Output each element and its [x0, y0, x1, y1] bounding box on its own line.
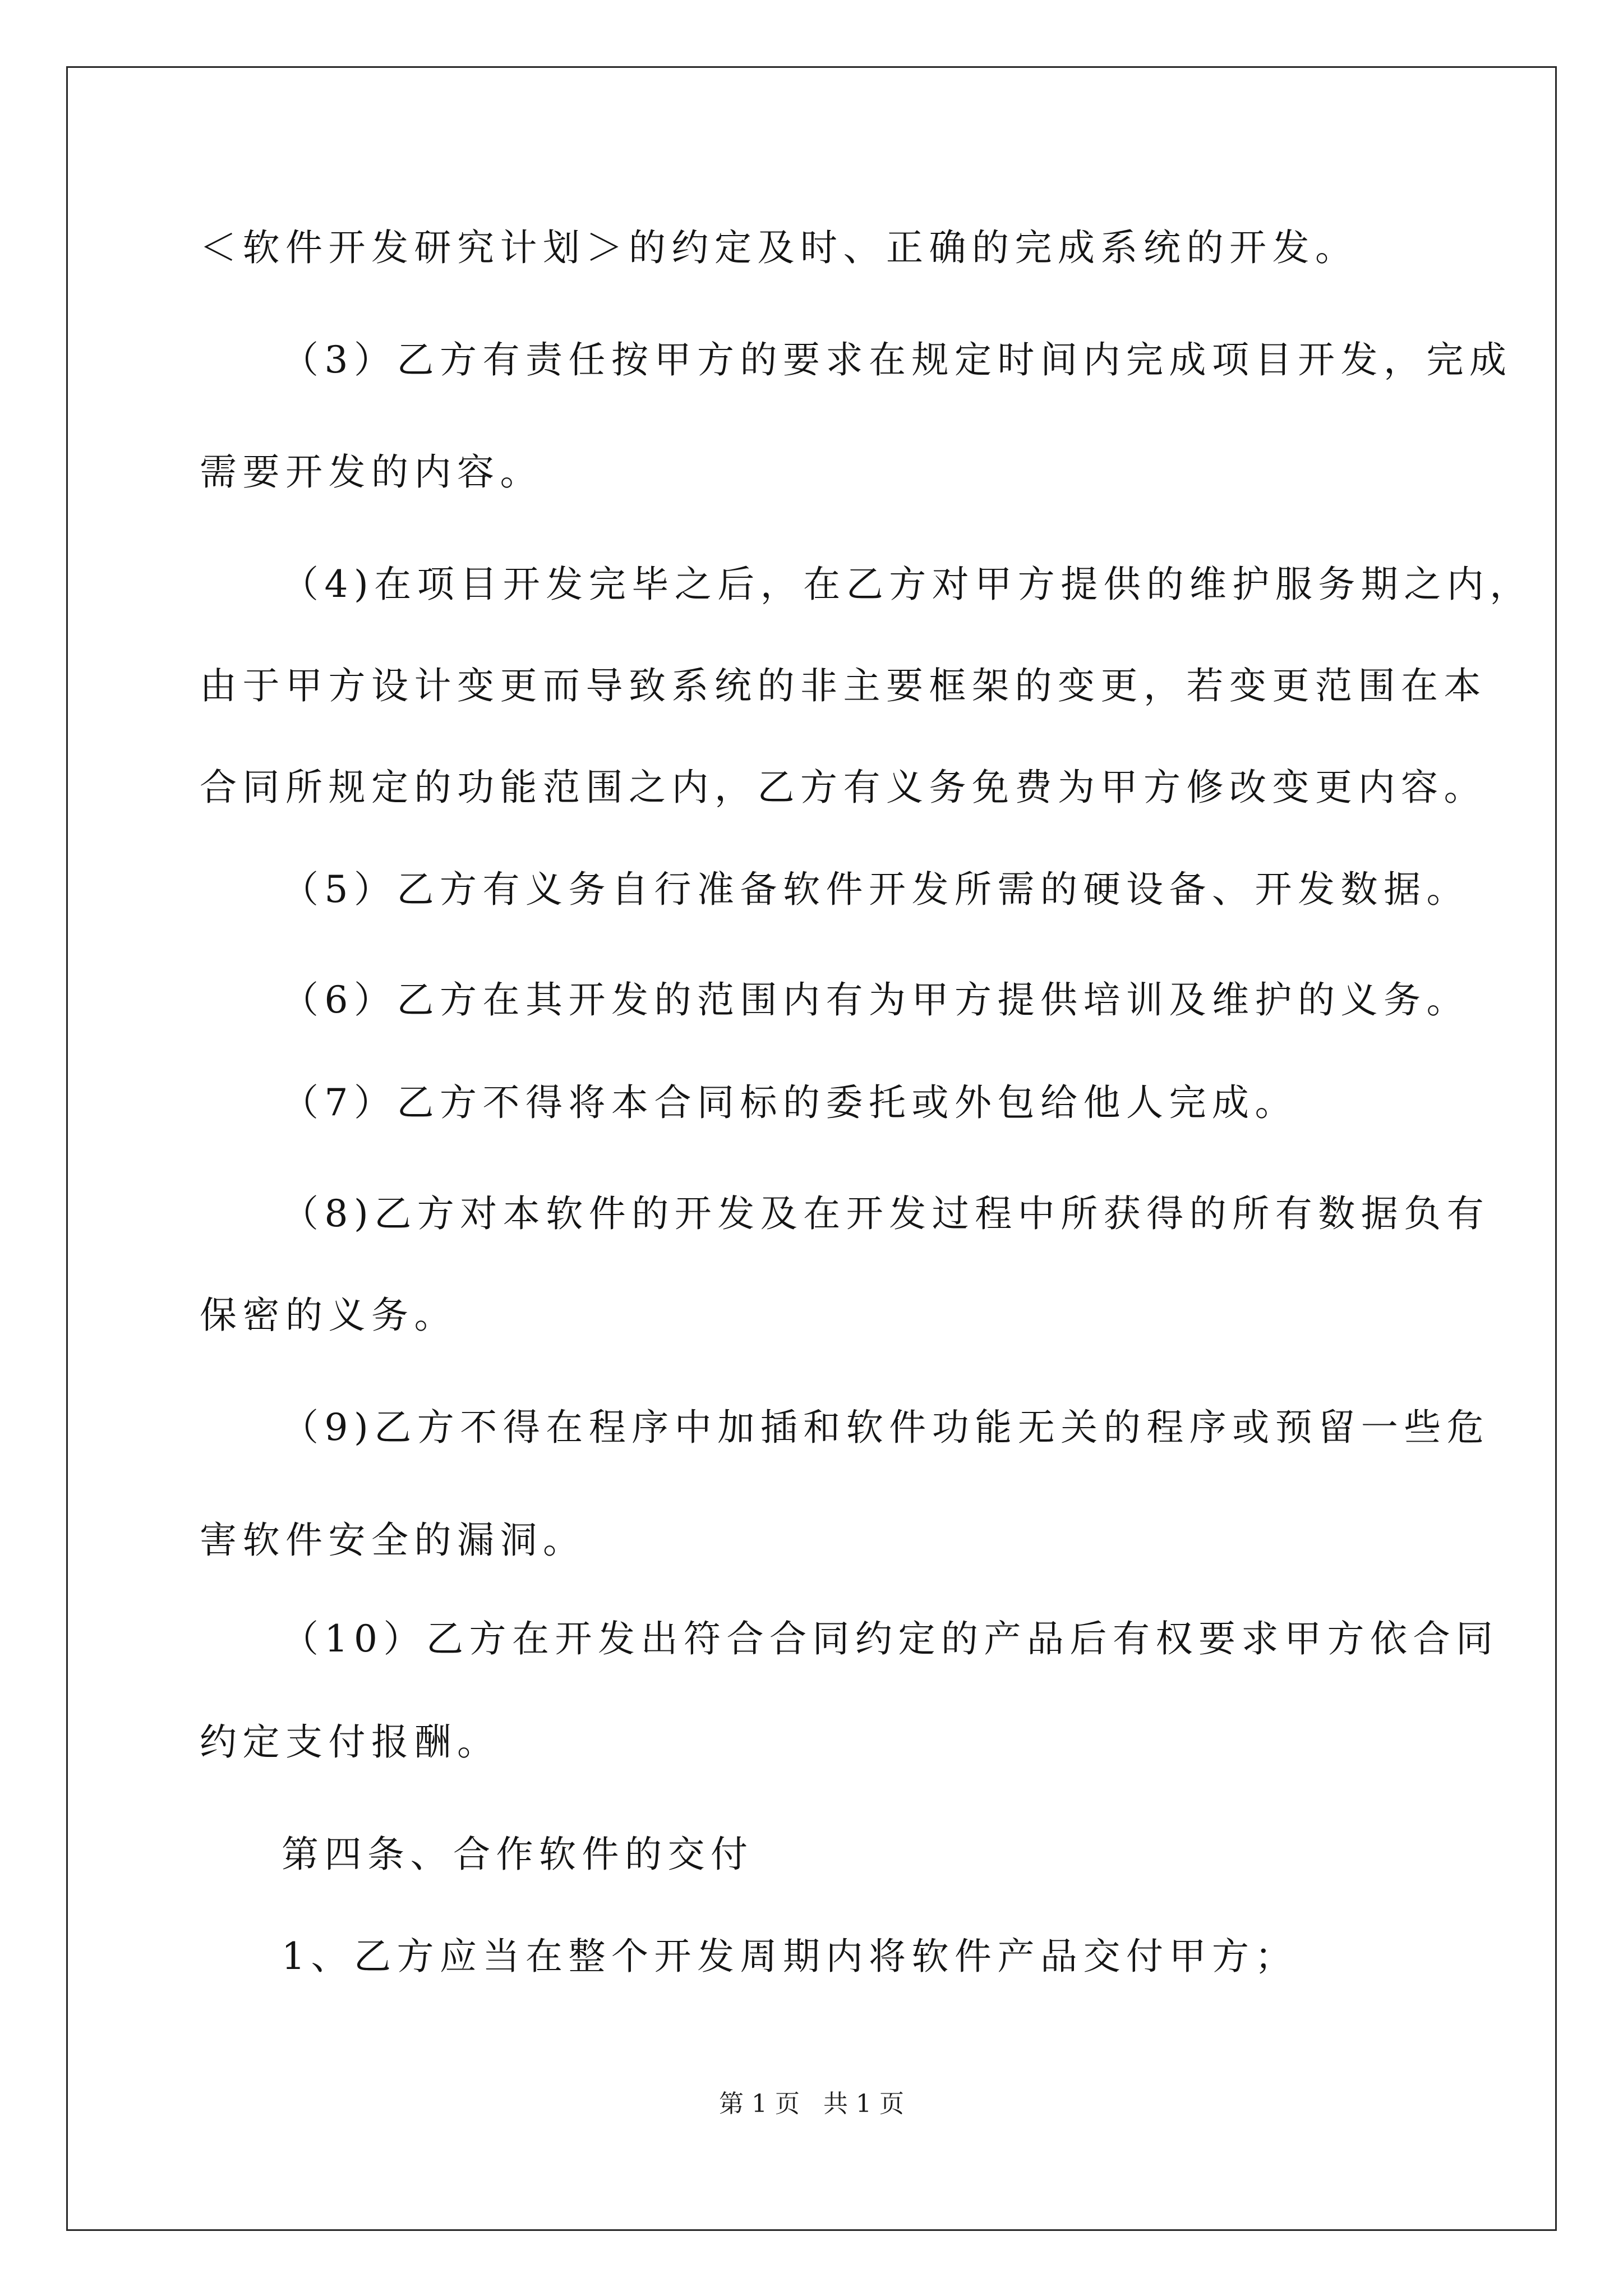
text-line: （9)乙方不得在程序中加插和软件功能无关的程序或预留一些危: [282, 1406, 1490, 1449]
text-line: 需要开发的内容。: [200, 450, 543, 494]
text-line: （4)在项目开发完毕之后，在乙方对甲方提供的维护服务期之内，: [282, 563, 1533, 606]
page-number-footer: 第 1 页 共 1 页: [719, 2090, 904, 2118]
text-line: （10）乙方在开发出符合合同约定的产品后有权要求甲方依合同: [282, 1617, 1499, 1660]
text-line: 1、乙方应当在整个开发周期内将软件产品交付甲方；: [282, 1935, 1298, 1978]
text-line: （8)乙方对本软件的开发及在开发过程中所获得的所有数据负有: [282, 1192, 1490, 1235]
text-line: （7）乙方不得将本合同标的委托或外包给他人完成。: [282, 1081, 1298, 1124]
text-line: （3）乙方有责任按甲方的要求在规定时间内完成项目开发，完成: [282, 338, 1513, 381]
text-line: （6）乙方在其开发的范围内有为甲方提供培训及维护的义务。: [282, 978, 1469, 1022]
text-line: ＜软件开发研究计划＞的约定及时、正确的完成系统的开发。: [200, 226, 1358, 269]
text-line: 由于甲方设计变更而导致系统的非主要框架的变更，若变更范围在本: [200, 664, 1487, 707]
text-line: 保密的义务。: [200, 1294, 457, 1337]
page-border: [66, 66, 1557, 2231]
text-line: 合同所规定的功能范围之内，乙方有义务免费为甲方修改变更内容。: [200, 766, 1487, 809]
text-line: 约定支付报酬。: [200, 1720, 500, 1764]
text-line: （5）乙方有义务自行准备软件开发所需的硬设备、开发数据。: [282, 868, 1469, 911]
text-line: 害软件安全的漏洞。: [200, 1519, 586, 1562]
section-heading: 第四条、合作软件的交付: [282, 1833, 754, 1876]
